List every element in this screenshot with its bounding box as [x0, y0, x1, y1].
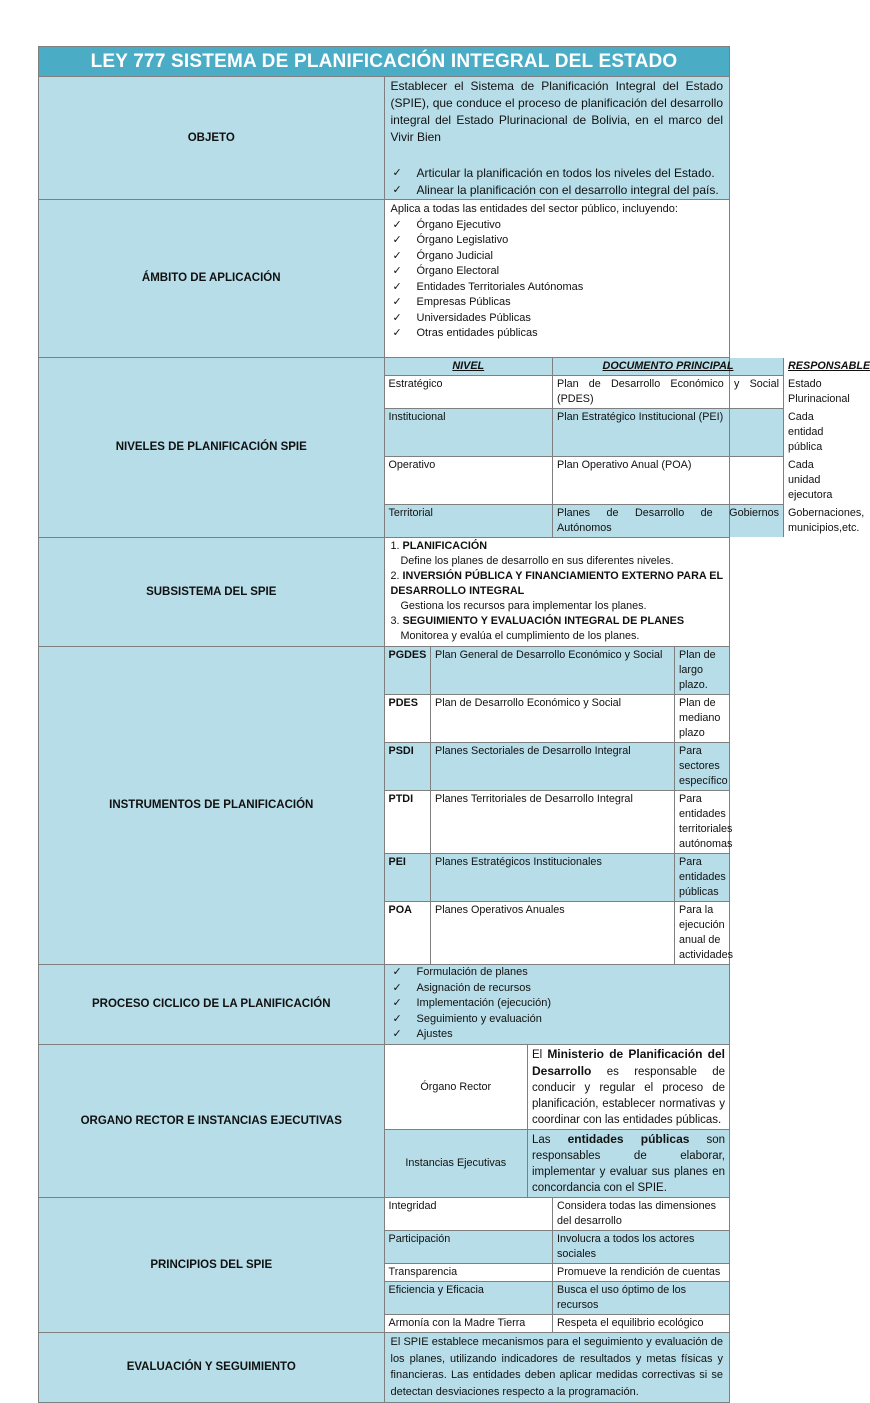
section-content-subsistema [384, 538, 730, 647]
section-subsistema [39, 538, 730, 647]
evaluacion-text: El SPIE establece mecanismos para el seguimiento y evaluación de los planes, utilizando indicadores de resultados y metas físicas y financieras. Las entidades deben aplicar medidas correctivas si se detectan desviaciones respecto a la programación. [390, 1336, 723, 1398]
table-row: Institucional Plan Estratégico Institucional (PEI) Cada entidad pública [385, 409, 784, 457]
check-icon: ✓ [392, 327, 402, 339]
list-item-text: Órgano Electoral [416, 265, 500, 277]
list-item [391, 1012, 730, 1028]
summary-sheet [38, 46, 870, 1403]
table-cell [528, 1045, 730, 1130]
check-icon: ✓ [392, 997, 402, 1009]
table-cell: Armonía con la Madre Tierra [385, 1315, 553, 1333]
table-row [385, 1282, 730, 1315]
section-content-evaluacion [384, 1333, 730, 1403]
instancias-text-pre: Las [532, 1134, 568, 1146]
table-cell: Para entidades públicas [675, 854, 730, 902]
section-instrumentos [39, 647, 730, 965]
table-cell: Territorial [385, 505, 553, 538]
table-cell: Busca el uso óptimo de los recursos [553, 1282, 730, 1315]
list-item [391, 218, 730, 234]
list-item-text: Empresas Públicas [416, 296, 511, 308]
document-title: LEY 777 SISTEMA DE PLANIFICACIÓN INTEGRAL DEL ESTADO [39, 47, 730, 77]
objeto-list [385, 165, 730, 199]
list-item [391, 981, 730, 997]
table-row [385, 1315, 730, 1333]
table-row [385, 743, 730, 791]
check-icon: ✓ [392, 234, 402, 246]
ambito-list [385, 218, 730, 342]
list-item [391, 996, 730, 1012]
table-row: Estratégico Plan de Desarrollo Económico y Social (PDES) Estado Plurinacional [385, 376, 784, 409]
table-cell: Institucional [385, 409, 553, 457]
section-content-objeto [384, 77, 730, 200]
item-title: PLANIFICACIÓN [402, 540, 488, 552]
table-cell: Planes Sectoriales de Desarrollo Integral [431, 743, 675, 791]
instancias-text-post: son responsables de elaborar, implementar y evaluar sus planes en concordancia con el SPIE. [532, 1134, 725, 1194]
objeto-text: Establecer el Sistema de Planificación Integral del Estado (SPIE), que conduce el proceso de planificación del desarrollo integral del Estado Plurinacional de Bolivia, en el marco del Vivir Bien [390, 79, 723, 144]
section-label-proceso: PROCESO CICLICO DE LA PLANIFICACIÓN [39, 965, 385, 1045]
check-icon: ✓ [392, 218, 402, 231]
table-cell: Plan de mediano plazo [675, 695, 730, 743]
table-cell: PSDI [385, 743, 431, 791]
section-niveles [39, 358, 730, 538]
list-item-text: Formulación de planes [416, 966, 528, 978]
list-item [391, 264, 730, 280]
subsistema-item [391, 614, 724, 629]
table-cell: Operativo [385, 457, 553, 505]
list-item-text: Órgano Judicial [416, 249, 493, 262]
item-number: 2. [390, 570, 400, 582]
column-header: DOCUMENTO PRINCIPAL [553, 358, 784, 376]
table-row: Operativo Plan Operativo Anual (POA) Cada unidad ejecutora [385, 457, 784, 505]
table-cell [528, 1130, 730, 1198]
rector-text-pre: El [532, 1049, 548, 1061]
proceso-list [385, 965, 730, 1043]
table-row [385, 1231, 730, 1264]
list-item [391, 326, 730, 342]
list-item [391, 233, 730, 249]
title-row [39, 47, 730, 77]
table-cell: PGDES [385, 647, 431, 695]
subsistema-item [391, 569, 724, 599]
list-item [391, 311, 730, 327]
list-item-text: Órgano Ejecutivo [416, 218, 501, 231]
table-cell: Participación [385, 1231, 553, 1264]
table-cell: Plan de largo plazo. [675, 647, 730, 695]
niveles-table [385, 358, 870, 537]
subsistema-list [385, 538, 730, 646]
list-item [391, 295, 730, 311]
list-item-text: Entidades Territoriales Autónomas [416, 280, 584, 293]
table-cell: Plan General de Desarrollo Económico y Social [431, 647, 675, 695]
column-header: NIVEL [385, 358, 553, 376]
check-icon: ✓ [392, 280, 402, 293]
rector-entity: Ministerio de Planificación del Desarrollo [532, 1047, 725, 1078]
section-label-evaluacion: EVALUACIÓN Y SEGUIMIENTO [39, 1333, 385, 1403]
section-principios [39, 1198, 730, 1333]
table-cell: Planes Territoriales de Desarrollo Integral [431, 791, 675, 854]
section-label-ambito: ÁMBITO DE APLICACIÓN [39, 200, 385, 358]
table-row [385, 1198, 730, 1231]
table-cell: Plan de Desarrollo Económico y Social [431, 695, 675, 743]
check-icon: ✓ [392, 1028, 402, 1040]
table-cell: Planes Operativos Anuales [431, 902, 675, 965]
table-row [385, 647, 730, 695]
table-row [385, 1045, 730, 1130]
table-cell: POA [385, 902, 431, 965]
section-ambito [39, 200, 730, 358]
item-title: SEGUIMIENTO Y EVALUACIÓN INTEGRAL DE PLANES [402, 615, 685, 627]
list-item-text: Otras entidades públicas [416, 327, 538, 339]
section-content-niveles [384, 358, 870, 538]
table-cell: Órgano Rector [385, 1045, 528, 1130]
table-cell: Integridad [385, 1198, 553, 1231]
list-item [391, 1027, 730, 1043]
section-label-niveles: NIVELES DE PLANIFICACIÓN SPIE [39, 358, 385, 538]
check-icon: ✓ [392, 1012, 402, 1025]
table-cell: PTDI [385, 791, 431, 854]
check-icon: ✓ [392, 167, 402, 179]
list-item-text: Órgano Legislativo [416, 234, 509, 246]
list-item [391, 249, 730, 265]
item-number: 1. [390, 540, 400, 552]
table-cell: Plan Estratégico Institucional (PEI) [553, 409, 784, 457]
table-cell: Plan Operativo Anual (POA) [553, 457, 784, 505]
instrumentos-table [385, 647, 734, 964]
table-cell: Transparencia [385, 1264, 553, 1282]
section-label-subsistema: SUBSISTEMA DEL SPIE [39, 538, 385, 647]
item-description: Gestiona los recursos para implementar los planes. [400, 600, 647, 612]
check-icon: ✓ [392, 981, 402, 994]
item-number: 3. [390, 615, 400, 627]
table-cell: Eficiencia y Eficacia [385, 1282, 553, 1315]
section-evaluacion [39, 1333, 730, 1403]
section-content-instrumentos [384, 647, 734, 965]
table-cell: Involucra a todos los actores sociales [553, 1231, 730, 1264]
table-cell: Plan de Desarrollo Económico y Social (PDES) [553, 376, 784, 409]
check-icon: ✓ [392, 249, 402, 262]
section-label-instrumentos: INSTRUMENTOS DE PLANIFICACIÓN [39, 647, 385, 965]
list-item-text: Implementación (ejecución) [416, 997, 552, 1009]
list-item-text: Universidades Públicas [416, 311, 531, 324]
list-item [391, 965, 730, 981]
rector-text-post: es responsable de conducir y regular el proceso de planificación, establecer normativas y coordinar con las entidades públicas. [532, 1066, 725, 1126]
table-row [385, 1130, 730, 1198]
list-item [391, 182, 730, 199]
section-proceso [39, 965, 730, 1045]
organo-table [385, 1045, 730, 1197]
table-cell: Respeta el equilibrio ecológico [553, 1315, 730, 1333]
table-cell: Instancias Ejecutivas [385, 1130, 528, 1198]
list-item-text: Alinear la planificación con el desarrollo integral del país. [416, 183, 719, 197]
table-row [385, 695, 730, 743]
table-cell: Planes de Desarrollo de Gobiernos Autónomos [553, 505, 784, 538]
table-cell: Planes Estratégicos Institucionales [431, 854, 675, 902]
table-cell: Para sectores específico [675, 743, 730, 791]
table-cell: Estratégico [385, 376, 553, 409]
item-description: Define los planes de desarrollo en sus diferentes niveles. [400, 555, 674, 567]
table-row [385, 902, 730, 965]
list-item-text: Ajustes [416, 1028, 453, 1040]
list-item [391, 165, 730, 182]
list-item-text: Articular la planificación en todos los niveles del Estado. [416, 166, 715, 180]
table-row [385, 854, 730, 902]
check-icon: ✓ [392, 265, 402, 277]
section-content-proceso [384, 965, 730, 1045]
item-description: Monitorea y evalúa el cumplimiento de los planes. [400, 630, 640, 642]
check-icon: ✓ [392, 311, 402, 324]
instancias-entity: entidades públicas [567, 1132, 690, 1146]
list-item [391, 280, 730, 296]
section-content-organo [384, 1045, 730, 1198]
section-objeto [39, 77, 730, 200]
ambito-intro: Aplica a todas las entidades del sector público, incluyendo: [390, 203, 678, 215]
item-title: INVERSIÓN PÚBLICA Y FINANCIAMIENTO EXTERNO PARA EL DESARROLLO INTEGRAL [390, 570, 723, 597]
section-label-organo: ORGANO RECTOR E INSTANCIAS EJECUTIVAS [39, 1045, 385, 1198]
summary-table [38, 46, 870, 1403]
section-label-objeto: OBJETO [39, 77, 385, 200]
table-row [385, 1264, 730, 1282]
table-cell: Para la ejecución anual de actividades [675, 902, 730, 965]
check-icon: ✓ [392, 966, 402, 978]
section-content-principios [384, 1198, 730, 1333]
list-item-text: Asignación de recursos [416, 981, 531, 994]
table-cell: Considera todas las dimensiones del desarrollo [553, 1198, 730, 1231]
list-item-text: Seguimiento y evaluación [416, 1012, 542, 1025]
table-cell: PDES [385, 695, 431, 743]
section-content-ambito [384, 200, 730, 358]
table-row: Territorial Planes de Desarrollo de Gobiernos Autónomos Gobernaciones, municipios,etc. [385, 505, 784, 538]
table-cell: PEI [385, 854, 431, 902]
table-cell: Para entidades territoriales autónomas [675, 791, 730, 854]
subsistema-item [391, 539, 724, 554]
table-cell: Promueve la rendición de cuentas [553, 1264, 730, 1282]
check-icon: ✓ [392, 184, 402, 196]
check-icon: ✓ [392, 296, 402, 308]
table-header-row: NIVEL DOCUMENTO PRINCIPAL RESPONSABLE [385, 358, 784, 376]
principios-table [385, 1198, 730, 1332]
section-organo [39, 1045, 730, 1198]
table-row [385, 791, 730, 854]
section-label-principios: PRINCIPIOS DEL SPIE [39, 1198, 385, 1333]
